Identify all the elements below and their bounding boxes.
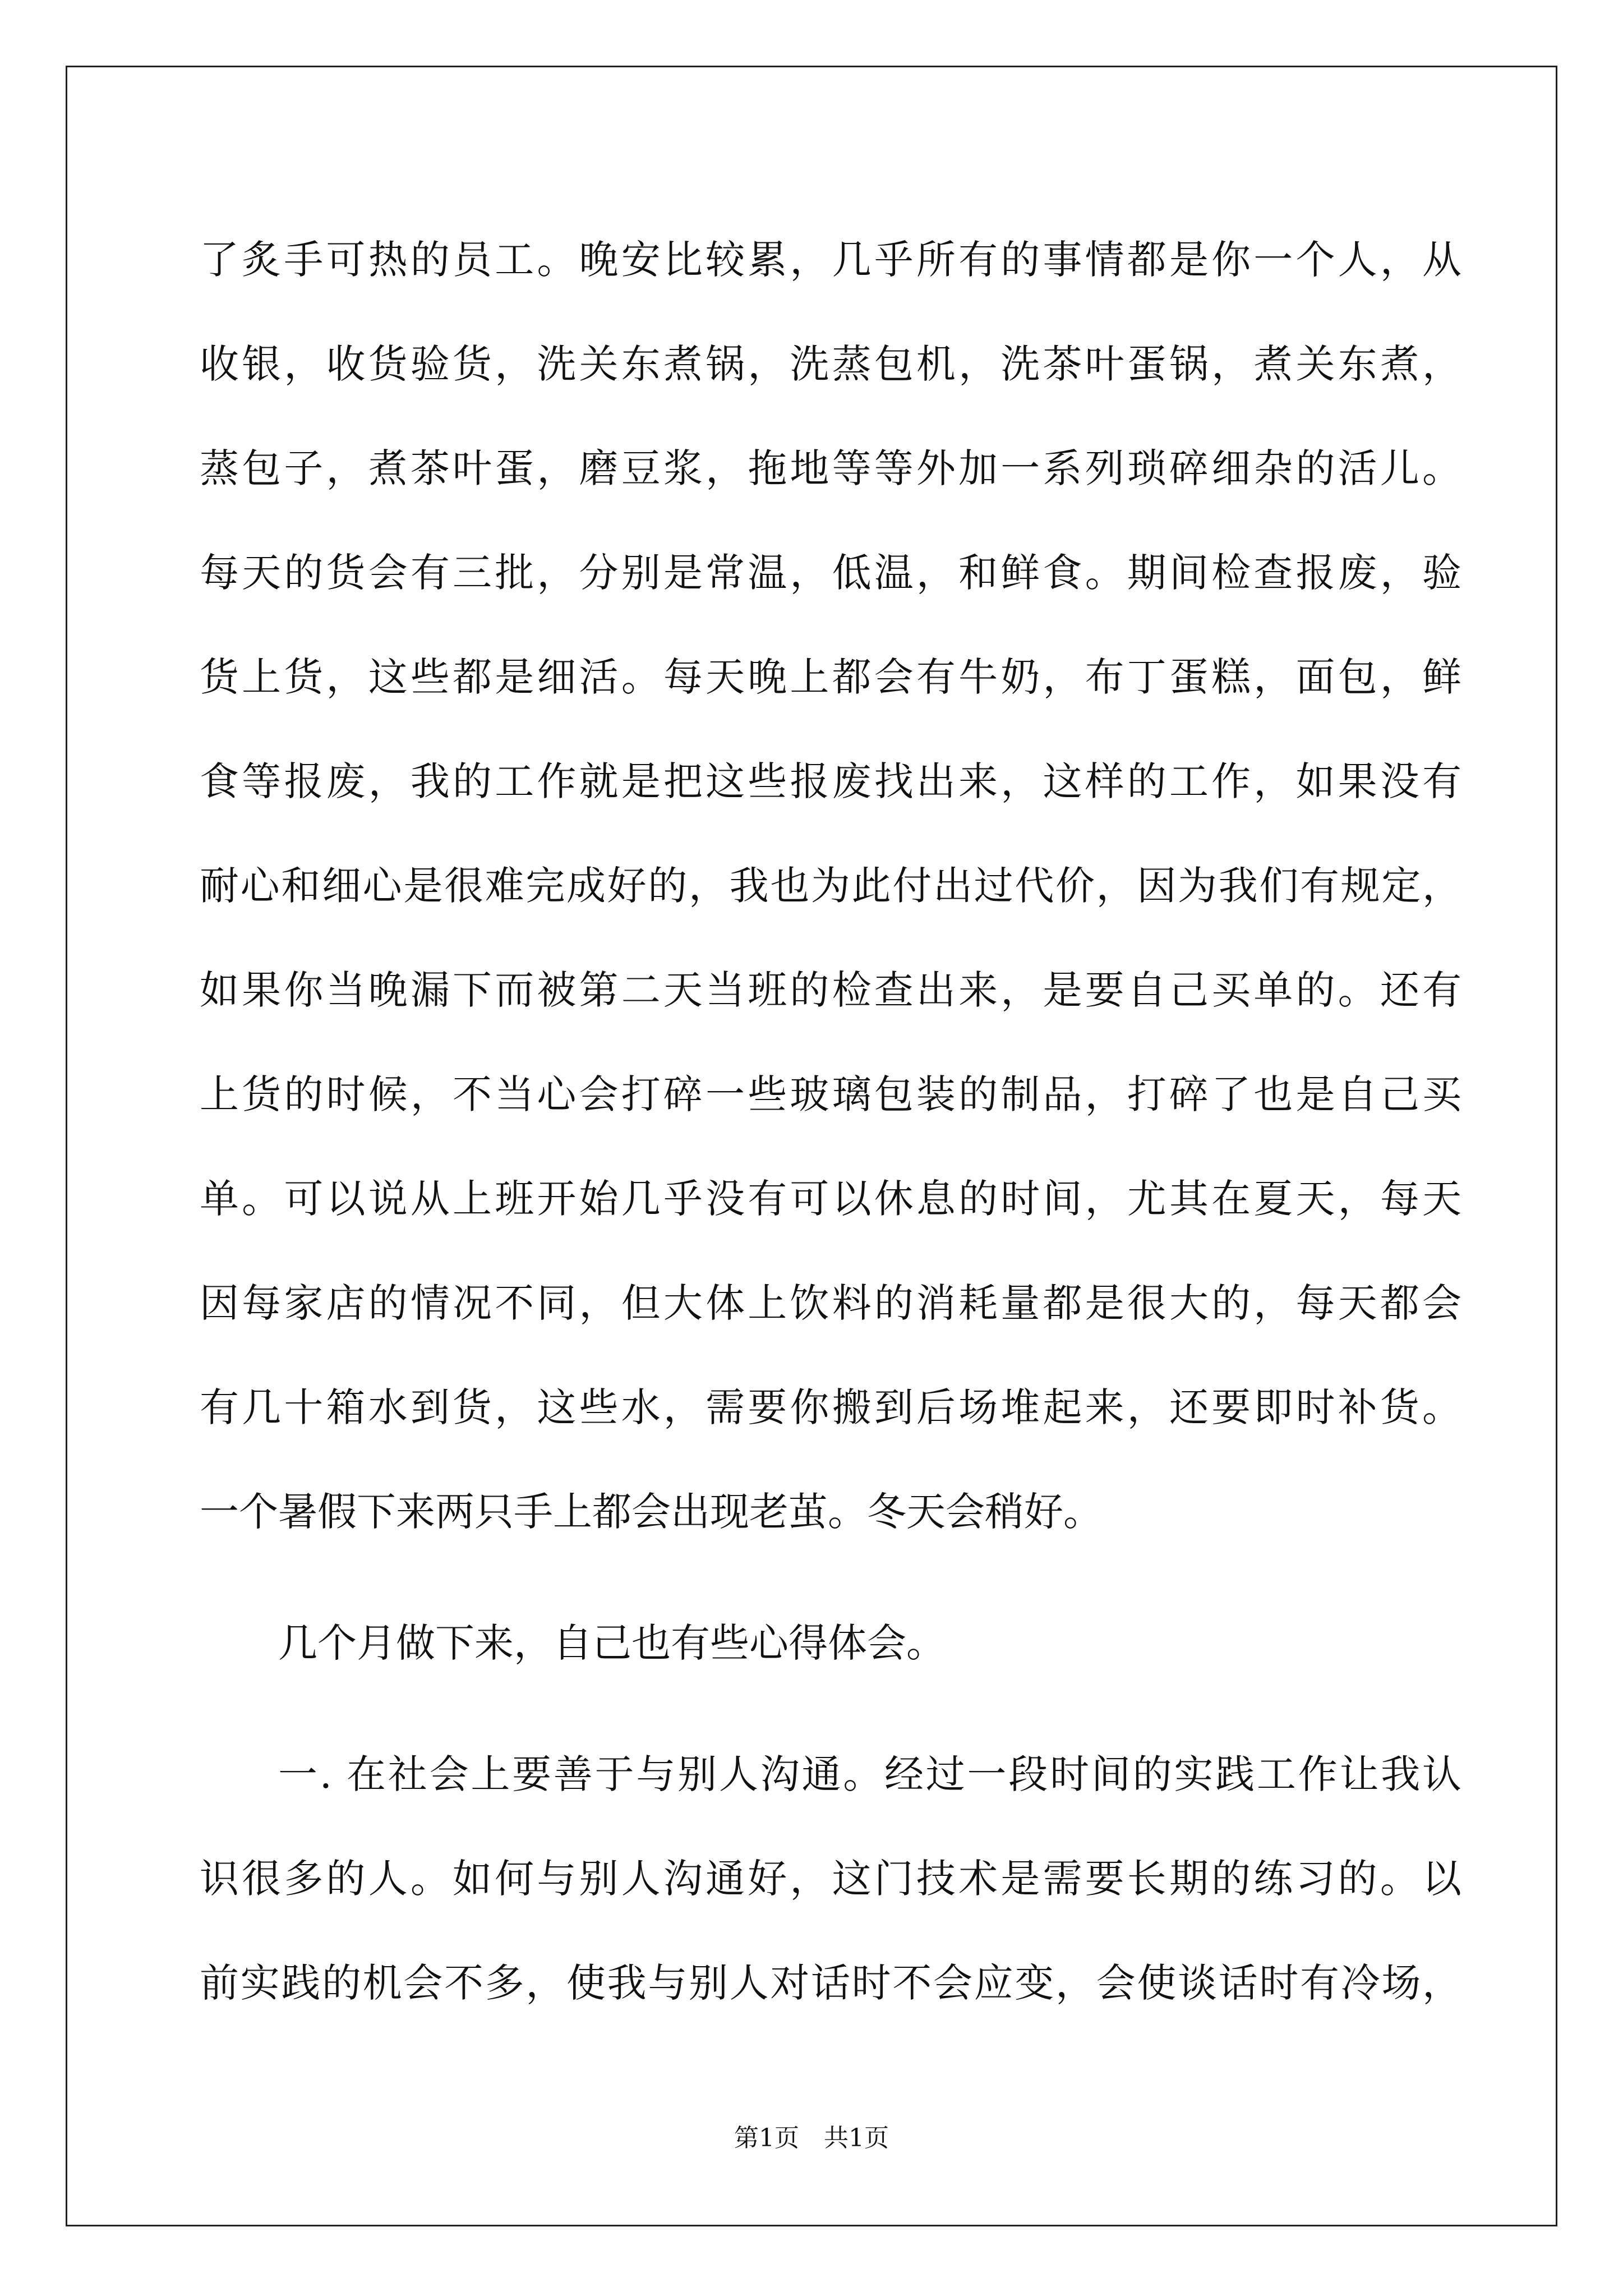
page-footer: 第1页 共1页 bbox=[734, 2124, 889, 2152]
text-line: 蒸包子，煮茶叶蛋，磨豆浆，拖地等等外加一系列琐碎细杂的活儿。 bbox=[200, 445, 1461, 491]
text-line: 有几十箱水到货，这些水，需要你搬到后场堆起来，还要即时补货。 bbox=[200, 1384, 1461, 1430]
text-line: 食等报废，我的工作就是把这些报废找出来，这样的工作，如果没有 bbox=[200, 758, 1461, 804]
document-body bbox=[200, 208, 1461, 2035]
text-line: 单。可以说从上班开始几乎没有可以休息的时间，尤其在夏天，每天 bbox=[200, 1176, 1461, 1222]
text-line: 了炙手可热的员工。晚安比较累，几乎所有的事情都是你一个人，从 bbox=[200, 237, 1461, 283]
paragraph-first-line: 几个月做下来，自己也有些心得体会。 bbox=[278, 1620, 946, 1666]
text-line: 一个暑假下来两只手上都会出现老茧。冬天会稍好。 bbox=[200, 1489, 1103, 1535]
text-line: 因每家店的情况不同，但大体上饮料的消耗量都是很大的，每天都会 bbox=[200, 1280, 1461, 1326]
text-line: 识很多的人。如何与别人沟通好，这门技术是需要长期的练习的。以 bbox=[200, 1856, 1461, 1902]
text-line: 货上货，这些都是细活。每天晚上都会有牛奶，布丁蛋糕，面包，鲜 bbox=[200, 654, 1461, 700]
text-line: 耐心和细心是很难完成好的，我也为此付出过代价，因为我们有规定， bbox=[200, 863, 1461, 909]
text-line: 每天的货会有三批，分别是常温，低温，和鲜食。期间检查报废，验 bbox=[200, 550, 1461, 596]
text-line: 上货的时候，不当心会打碎一些玻璃包装的制品，打碎了也是自己买 bbox=[200, 1071, 1461, 1117]
text-line: 收银，收货验货，洗关东煮锅，洗蒸包机，洗茶叶蛋锅，煮关东煮， bbox=[200, 341, 1461, 387]
text-line: 前实践的机会不多，使我与别人对话时不会应变，会使谈话时有冷场， bbox=[200, 1960, 1461, 2006]
paragraph-first-line: 一. 在社会上要善于与别人沟通。经过一段时间的实践工作让我认 bbox=[278, 1751, 1461, 1797]
text-line: 如果你当晚漏下而被第二天当班的检查出来，是要自己买单的。还有 bbox=[200, 967, 1461, 1013]
